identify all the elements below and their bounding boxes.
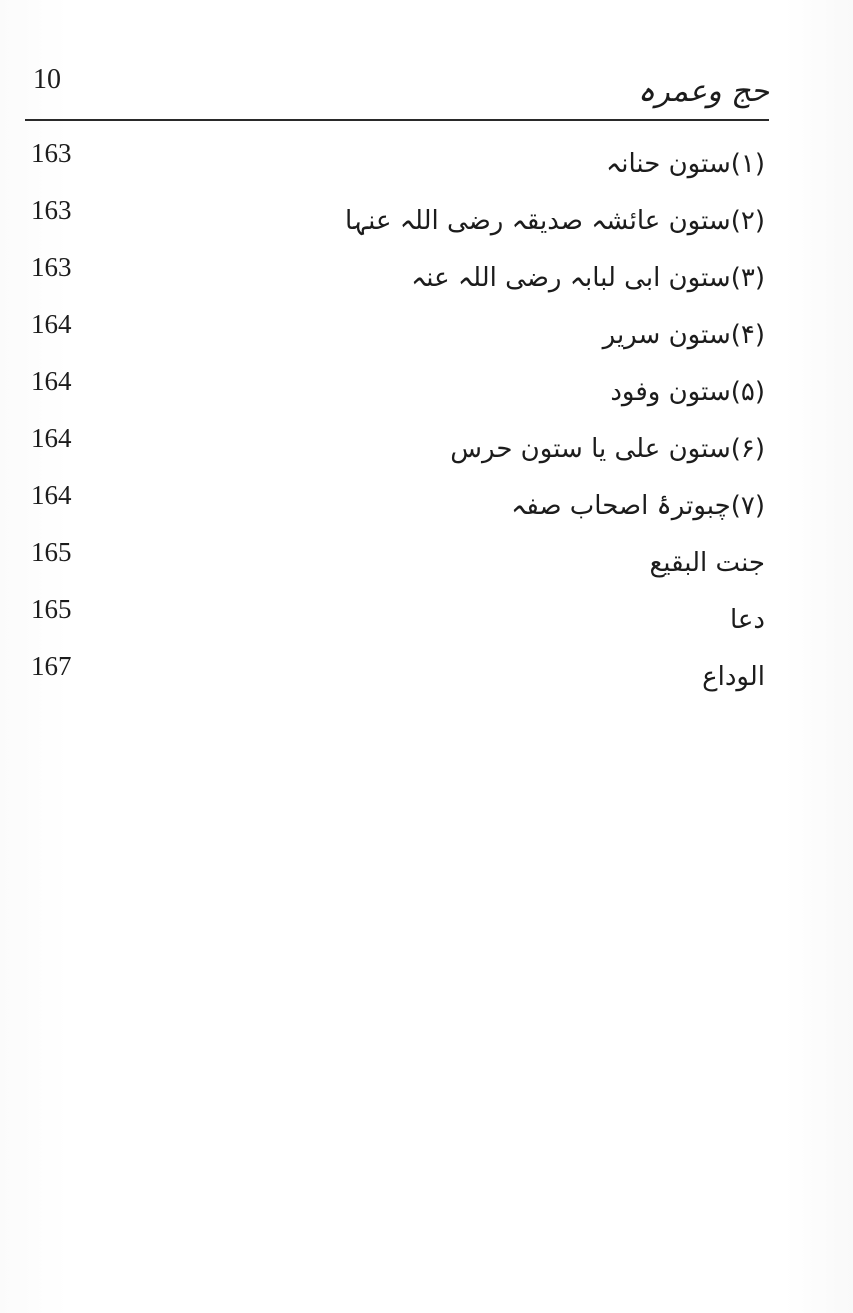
toc-page-number: 164 <box>31 480 72 510</box>
toc-entry <box>25 423 769 480</box>
toc-page-number: 165 <box>31 594 72 624</box>
running-header <box>25 58 769 120</box>
toc-title: (۷)چبوترۂ اصحاب صفہ <box>511 491 765 521</box>
toc-page-number: 164 <box>31 309 72 339</box>
page-number: 10 <box>33 64 61 95</box>
toc-entry <box>25 480 769 537</box>
toc-entry <box>25 594 769 651</box>
toc-page-number: 164 <box>31 423 72 453</box>
toc-page-number: 167 <box>31 651 72 681</box>
toc-title: الوداع <box>702 662 765 692</box>
toc-title: (۵)ستون وفود <box>610 377 765 407</box>
toc-entry <box>25 537 769 594</box>
toc-entry <box>25 309 769 366</box>
toc-page-number: 163 <box>31 138 72 168</box>
toc-entry <box>25 138 769 195</box>
toc-title: جنت البقیع <box>649 548 765 578</box>
header-divider <box>25 119 769 121</box>
toc-title: (۳)ستون ابی لبابہ رضی اللہ عنہ <box>411 263 765 293</box>
toc-title: (۲)ستون عائشہ صدیقہ رضی اللہ عنہا <box>344 206 765 236</box>
toc-page-number: 164 <box>31 366 72 396</box>
toc-title: (۱)ستون حنانہ <box>606 149 765 179</box>
toc-title: (۴)ستون سریر <box>602 320 765 350</box>
toc-entry <box>25 651 769 708</box>
toc-entry <box>25 366 769 423</box>
toc-page-number: 163 <box>31 195 72 225</box>
toc-title: (۶)ستون علی یا ستون حرس <box>450 434 765 464</box>
toc-page-number: 163 <box>31 252 72 282</box>
table-of-contents <box>25 138 769 708</box>
toc-entry <box>25 195 769 252</box>
toc-page-number: 165 <box>31 537 72 567</box>
toc-title: دعا <box>729 605 765 635</box>
book-title: حج وعمرہ <box>637 74 769 109</box>
toc-entry <box>25 252 769 309</box>
